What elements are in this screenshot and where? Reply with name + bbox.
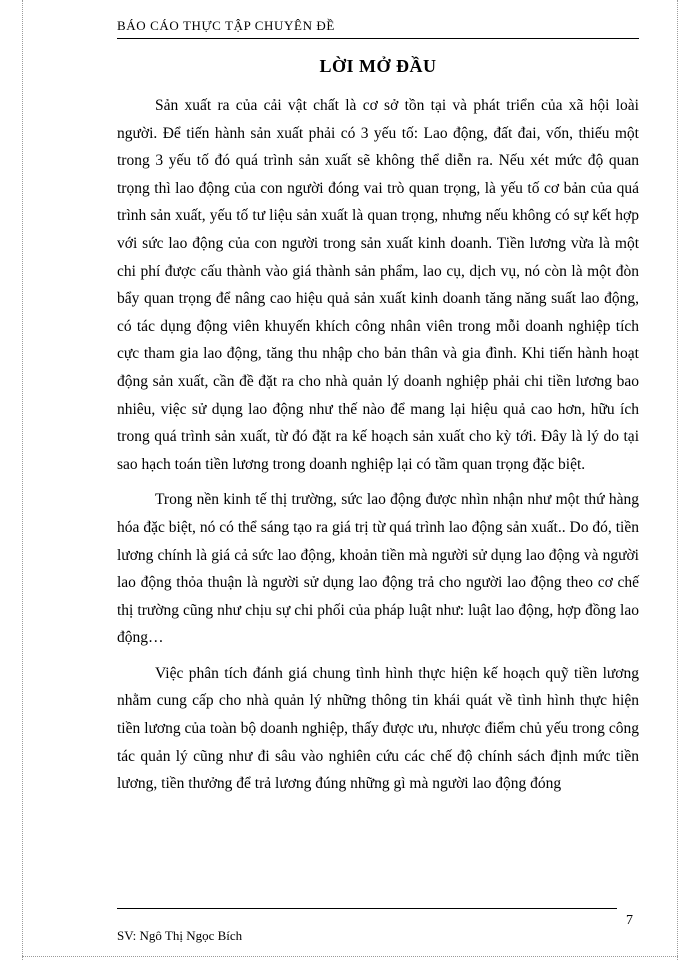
body-paragraph: Việc phân tích đánh giá chung tình hình thực hiện kế hoạch quỹ tiền lương nhằm cung cấp cho nhà quản lý những thông tin khái quát về tình hình thực hiện tiền lương của toàn bộ doanh nghiệp, thấy được ưu, nhược điểm chủ yếu trong công tác quản lý cũng như đi sâu vào nghiên cứu các chế độ chính sách định mức tiền lương, tiền thưởng để trả lương đúng những gì mà người lao động đóng bbox=[117, 664, 639, 793]
page-header bbox=[117, 4, 639, 39]
body-paragraph: Trong nền kinh tế thị trường, sức lao động được nhìn nhận như một thứ hàng hóa đặc biệt, nó có thể sáng tạo ra giá trị từ quá trình lao động sản xuất.. Do đó, tiền lương chính là giá cả sức lao động, khoản tiền mà người sử dụng lao động và người lao động thỏa thuận là người sử dụng lao động trả cho người lao động theo cơ chế thị trường cũng như chịu sự chi phối của pháp luật như: luật lao động, hợp đồng lao động… bbox=[117, 491, 639, 647]
footer-divider bbox=[117, 908, 617, 909]
document-title: LỜI MỞ ĐẦU bbox=[319, 56, 437, 76]
footer-author: SV: Ngô Thị Ngọc Bích bbox=[117, 928, 243, 943]
page-number: 7 bbox=[626, 913, 633, 928]
header-title: BÁO CÁO THỰC TẬP CHUYÊN ĐỀ bbox=[117, 18, 335, 33]
page-margin-guide-right bbox=[677, 0, 678, 960]
body-paragraph: Sản xuất ra của cải vật chất là cơ sở tồn tại và phát triển của xã hội loài người. Để tiến hành sản xuất phải có 3 yếu tố: Lao động, đất đai, vốn, thiếu một trong 3 yếu tố đó quá trình sản xuất sẽ không thể diễn ra. Nếu xét mức độ quan trọng thì lao động của con người đóng vai trò quan trọng, là yếu tố cơ bản của quá trình sản xuất, yếu tố tư liệu sản xuất là quan trọng, nhưng nếu không có sự kết hợp với sức lao động của con người trong sản xuất kinh doanh. Tiền lương vừa là một chi phí được cấu thành vào giá thành sản phẩm, lao cụ, dịch vụ, nó còn là một đòn bẩy quan trọng để nâng cao hiệu quả sản xuất kinh doanh tăng năng suất lao động, có tác dụng động viên khuyến khích công nhân viên trong mỗi doanh nghiệp tích cực tham gia lao động, tăng thu nhập cho bản thân và gia đình. Khi tiến hành hoạt động sản xuất, cần đề đặt ra cho nhà quản lý doanh nghiệp phải chi tiền lương bao nhiêu, việc sử dụng lao động như thế nào để mang lại hiệu quả cao hơn, hữu ích trong quá trình sản xuất, từ đó đặt ra kế hoạch sản xuất cho kỳ tới. Đây là lý do tại sao hạch toán tiền lương trong doanh nghiệp lại có tầm quan trọng đặc biệt. bbox=[117, 97, 639, 473]
document-body bbox=[117, 92, 639, 798]
page-margin-guide-bottom bbox=[22, 956, 678, 957]
page-margin-guide-left bbox=[22, 0, 23, 960]
